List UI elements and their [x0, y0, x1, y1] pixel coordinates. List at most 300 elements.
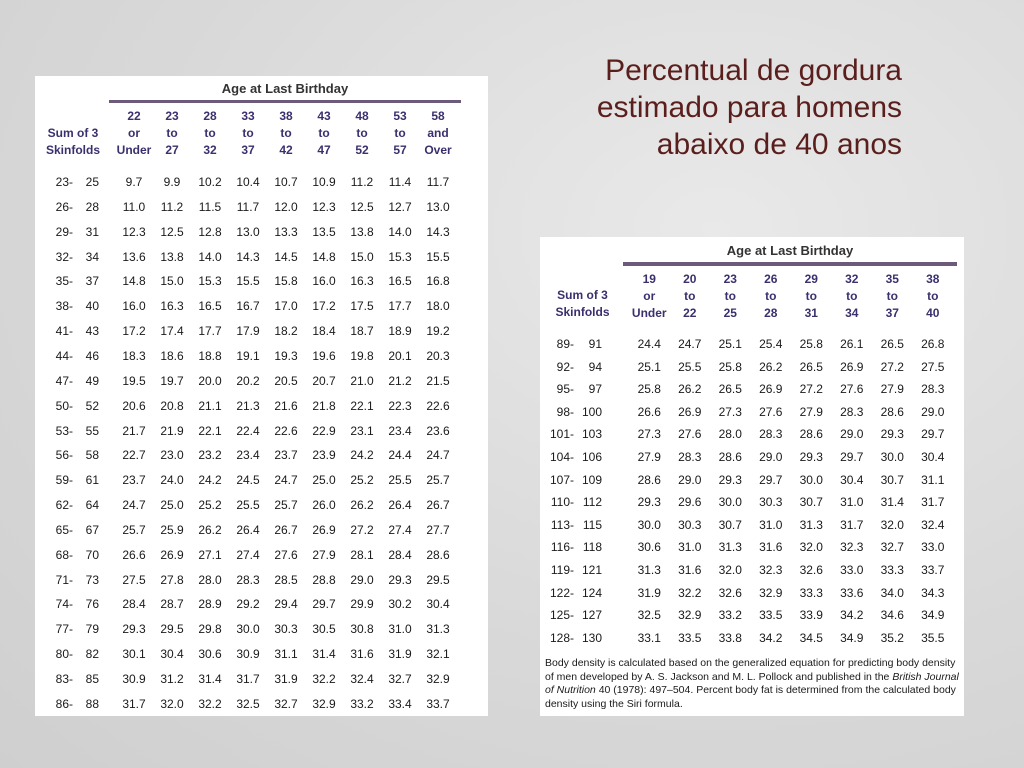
body-fat-value: 32.5	[236, 696, 260, 711]
skinfold-range-end: 106	[581, 450, 602, 464]
body-fat-value: 10.9	[312, 175, 336, 189]
skinfold-range-start: 89-	[556, 337, 574, 351]
body-fat-value: 27.3	[637, 427, 661, 442]
skinfold-range-start: 110-	[550, 495, 574, 510]
body-fat-value: 13.0	[426, 199, 450, 214]
skinfold-range-start: 71-	[55, 572, 73, 587]
body-fat-value: 25.9	[160, 522, 184, 537]
column-header-line: 20	[683, 272, 697, 286]
skinfold-range-end: 58	[85, 448, 99, 463]
body-fat-value: 25.5	[678, 359, 702, 374]
row-header-title	[37, 125, 109, 159]
body-fat-value: 28.0	[718, 427, 742, 442]
column-header	[872, 271, 913, 322]
body-fat-value: 13.0	[236, 224, 260, 239]
column-header	[791, 271, 832, 322]
body-fat-value: 31.4	[880, 495, 904, 510]
body-fat-value: 27.9	[880, 382, 904, 397]
column-header-line: 25	[723, 306, 737, 320]
body-fat-value: 33.2	[350, 696, 374, 711]
body-fat-value: 33.7	[426, 696, 450, 711]
body-fat-value: 27.4	[236, 547, 260, 562]
body-fat-value: 30.4	[426, 597, 450, 612]
skinfold-range-start: 53-	[55, 423, 73, 438]
body-fat-value: 22.9	[312, 423, 336, 438]
body-fat-value: 30.9	[236, 647, 260, 662]
column-header-line: 48	[355, 109, 369, 123]
body-fat-value: 27.9	[799, 404, 823, 419]
body-fat-value: 29.5	[160, 622, 184, 637]
skinfold-range-end: 112	[582, 495, 602, 510]
body-fat-value: 21.3	[236, 398, 260, 413]
body-fat-value: 16.3	[350, 274, 374, 289]
body-fat-value: 30.4	[160, 647, 184, 662]
body-fat-value: 26.9	[678, 404, 702, 419]
body-fat-value: 21.5	[426, 373, 450, 388]
column-header-line: 42	[279, 143, 293, 157]
body-fat-value: 30.9	[122, 672, 146, 686]
body-fat-value: 12.3	[122, 224, 146, 239]
row-header-line: Sum of 3	[47, 126, 99, 140]
body-fat-value: 24.7	[426, 448, 450, 463]
column-header	[267, 108, 305, 159]
body-fat-value: 24.5	[236, 473, 260, 488]
body-fat-value: 31.6	[759, 540, 783, 555]
skinfold-range-start: 62-	[55, 498, 73, 513]
skinfold-range-end: 70	[85, 547, 99, 562]
column-header	[913, 271, 954, 322]
body-fat-value: 25.4	[759, 337, 783, 351]
body-fat-value: 11.2	[160, 199, 184, 214]
column-header-line: 22	[127, 109, 141, 123]
column-header-line: 38	[279, 109, 293, 123]
column-header-line: to	[724, 289, 736, 303]
body-fat-value: 21.6	[274, 398, 298, 413]
skinfold-range-end: 67	[85, 522, 99, 537]
body-fat-value: 22.3	[388, 398, 412, 413]
body-fat-value: 21.1	[198, 398, 222, 413]
body-fat-value: 15.3	[388, 249, 412, 264]
body-fat-value: 18.3	[122, 348, 146, 363]
body-fat-value: 28.3	[678, 450, 702, 464]
skinfold-range-end: 118	[582, 540, 602, 555]
body-fat-value: 17.5	[350, 299, 374, 314]
skinfold-range-start: 26-	[55, 199, 73, 214]
column-header	[832, 271, 873, 322]
body-fat-value: 26.9	[840, 359, 864, 374]
column-header-line: to	[846, 289, 858, 303]
body-fat-value: 34.3	[921, 585, 945, 600]
body-fat-value: 27.2	[799, 382, 823, 397]
skinfold-range-end: 55	[85, 423, 99, 438]
skinfold-range-start: 122-	[549, 585, 574, 600]
body-fat-value: 30.4	[921, 450, 945, 464]
body-fat-value: 23.7	[122, 473, 146, 488]
body-fat-value: 27.5	[122, 572, 146, 587]
body-fat-value: 21.9	[160, 423, 184, 438]
skinfold-range-start: 32-	[55, 249, 73, 264]
header-rule	[109, 101, 461, 103]
body-fat-value: 34.0	[880, 585, 904, 600]
body-fat-value: 28.5	[274, 572, 298, 587]
body-fat-value: 28.6	[426, 547, 450, 562]
body-fat-value: 31.7	[840, 517, 864, 532]
column-header-line: 28	[764, 306, 778, 320]
body-fat-value: 31.6	[350, 647, 374, 662]
body-fat-value: 32.4	[921, 517, 945, 532]
column-header-line: to	[242, 126, 254, 140]
body-fat-value: 18.0	[426, 299, 450, 314]
body-fat-value: 27.7	[426, 522, 450, 537]
skinfold-range-end: 91	[588, 337, 602, 351]
body-fat-value: 25.7	[122, 522, 146, 537]
skinfold-range-start: 65-	[55, 522, 73, 537]
body-fat-value: 11.0	[122, 199, 146, 214]
body-fat-value: 15.0	[350, 249, 374, 264]
skinfold-range-end: 31	[85, 224, 99, 239]
body-fat-value: 28.9	[198, 597, 222, 612]
body-fat-value: 30.1	[122, 647, 146, 662]
body-fat-value: 34.2	[759, 630, 783, 645]
skinfold-range-end: 46	[85, 348, 99, 363]
body-fat-value: 31.4	[198, 672, 222, 686]
body-fat-value: 31.3	[799, 517, 823, 532]
body-fat-value: 19.3	[274, 348, 298, 363]
body-fat-value: 31.6	[678, 563, 702, 577]
column-header	[751, 271, 792, 322]
column-header-line: to	[166, 126, 178, 140]
body-fat-value: 26.9	[312, 522, 336, 537]
column-header-line: to	[204, 126, 216, 140]
body-fat-value: 16.0	[312, 274, 336, 289]
body-fat-value: 32.4	[350, 672, 374, 686]
body-fat-value: 30.3	[759, 495, 783, 510]
column-header	[419, 108, 457, 159]
body-fat-value: 23.6	[426, 423, 450, 438]
skinfold-range-end: 52	[85, 398, 99, 413]
body-fat-value: 23.1	[350, 423, 374, 438]
body-fat-value: 30.8	[350, 622, 374, 637]
body-fat-value: 27.9	[637, 450, 661, 464]
body-fat-value: 19.7	[160, 373, 184, 388]
skinfold-range-end: 43	[85, 324, 99, 339]
body-fat-value: 9.9	[163, 175, 181, 189]
body-fat-value: 17.2	[312, 299, 336, 314]
body-fat-value: 25.2	[198, 498, 222, 513]
body-fat-value: 33.3	[880, 563, 904, 577]
body-fat-value: 17.0	[274, 299, 298, 314]
body-fat-value: 25.0	[312, 473, 336, 488]
body-fat-value: 31.0	[388, 622, 412, 637]
footnote-journal: British Journal of Nutrition	[545, 670, 959, 696]
body-fat-value: 28.3	[759, 427, 783, 442]
skinfold-range-end: 97	[588, 382, 602, 397]
column-header-line: to	[394, 126, 406, 140]
body-fat-value: 26.5	[799, 359, 823, 374]
body-fat-value: 18.6	[160, 348, 184, 363]
skinfold-range-start: 113-	[550, 517, 574, 532]
body-fat-value: 27.6	[274, 547, 298, 562]
body-fat-value: 32.9	[759, 585, 783, 600]
body-fat-value: 15.5	[426, 249, 450, 264]
body-fat-value: 24.0	[160, 473, 184, 488]
body-fat-value: 28.8	[312, 572, 336, 587]
skinfold-range-end: 25	[85, 175, 99, 189]
skinfold-range-end: 73	[85, 572, 99, 587]
skinfold-range-start: 56-	[55, 448, 73, 463]
body-fat-value: 34.5	[799, 630, 823, 645]
body-fat-value: 35.2	[880, 630, 904, 645]
body-fat-value: 32.0	[718, 563, 742, 577]
skinfold-range-start: 86-	[55, 696, 73, 711]
body-fat-value: 29.7	[759, 472, 783, 487]
body-fat-value: 29.3	[718, 472, 742, 487]
body-fat-value: 14.8	[312, 249, 336, 264]
skinfold-range-end: 88	[85, 696, 99, 711]
body-fat-value: 16.3	[160, 299, 184, 314]
body-fat-value: 32.9	[312, 696, 336, 711]
body-fat-value: 12.8	[198, 224, 222, 239]
body-fat-value: 31.7	[236, 672, 260, 686]
body-fat-value: 16.7	[236, 299, 260, 314]
body-fat-value: 13.8	[350, 224, 374, 239]
body-fat-value: 18.7	[350, 324, 374, 339]
body-fat-value: 18.9	[388, 324, 412, 339]
column-header	[191, 108, 229, 159]
row-header-line: Skinfolds	[555, 305, 610, 319]
skinfold-range-end: 100	[581, 404, 602, 419]
body-fat-value: 23.2	[198, 448, 222, 463]
body-fat-value: 32.5	[637, 608, 661, 623]
column-header-line: 28	[203, 109, 217, 123]
skinfold-range-start: 23-	[55, 175, 73, 189]
skinfold-range-start: 77-	[55, 622, 73, 637]
body-fat-value: 26.2	[759, 359, 783, 374]
body-fat-value: 29.9	[350, 597, 374, 612]
body-fat-value: 34.6	[880, 608, 904, 623]
body-fat-value: 26.4	[236, 522, 260, 537]
skinfold-range-start: 125-	[549, 608, 574, 623]
body-fat-value: 29.3	[799, 450, 823, 464]
skinfold-range-end: 34	[85, 249, 99, 264]
body-fat-table-left	[35, 76, 488, 716]
skinfold-range-end: 40	[85, 299, 99, 314]
skinfold-range-start: 74-	[55, 597, 73, 612]
body-fat-value: 29.7	[840, 450, 864, 464]
body-fat-value: 29.3	[122, 622, 146, 637]
body-fat-table-right	[540, 237, 964, 716]
body-fat-value: 12.3	[312, 199, 336, 214]
body-fat-value: 31.3	[426, 622, 450, 637]
body-fat-value: 25.1	[637, 359, 661, 374]
column-header-line: 31	[804, 306, 818, 320]
skinfold-range-end: 130	[581, 630, 602, 645]
body-fat-value: 34.9	[840, 630, 864, 645]
skinfold-range-start: 44-	[55, 348, 73, 363]
body-fat-value: 33.5	[678, 630, 702, 645]
column-header-line: to	[684, 289, 696, 303]
column-header	[670, 271, 711, 322]
body-fat-value: 31.9	[274, 672, 298, 686]
skinfold-range-end: 121	[581, 563, 602, 577]
body-fat-value: 19.1	[236, 348, 260, 363]
body-fat-value: 31.9	[637, 585, 661, 600]
column-header-line: to	[280, 126, 292, 140]
body-fat-value: 23.4	[388, 423, 412, 438]
body-fat-value: 33.9	[799, 608, 823, 623]
body-fat-value: 34.2	[840, 608, 864, 623]
body-fat-value: 22.7	[122, 448, 146, 463]
skinfold-range-end: 85	[85, 672, 99, 686]
body-fat-value: 24.7	[274, 473, 298, 488]
skinfold-range-end: 37	[85, 274, 99, 289]
body-fat-value: 31.7	[122, 696, 146, 711]
body-fat-value: 30.5	[312, 622, 336, 637]
body-fat-value: 30.0	[880, 450, 904, 464]
body-fat-value: 28.4	[122, 597, 146, 612]
body-fat-value: 28.6	[799, 427, 823, 442]
column-header	[305, 108, 343, 159]
body-fat-value: 29.0	[350, 572, 374, 587]
body-fat-value: 31.1	[921, 472, 945, 487]
body-fat-value: 30.4	[840, 472, 864, 487]
body-fat-value: 27.9	[312, 547, 336, 562]
body-fat-value: 32.0	[799, 540, 823, 555]
body-fat-value: 21.2	[388, 373, 412, 388]
body-fat-value: 25.7	[274, 498, 298, 513]
column-header-line: Under	[116, 143, 152, 157]
column-header-line: 33	[241, 109, 255, 123]
body-fat-value: 21.0	[350, 373, 374, 388]
column-header-line: 22	[683, 306, 697, 320]
body-fat-value: 27.6	[840, 382, 864, 397]
body-fat-value: 14.3	[426, 224, 450, 239]
body-fat-value: 30.2	[388, 597, 412, 612]
body-fat-value: 17.4	[160, 324, 184, 339]
body-fat-value: 28.6	[718, 450, 742, 464]
body-fat-value: 21.8	[312, 398, 336, 413]
skinfold-range-end: 109	[581, 472, 602, 487]
skinfold-range-start: 92-	[556, 359, 574, 374]
body-fat-value: 28.3	[840, 404, 864, 419]
body-fat-value: 32.9	[426, 672, 450, 686]
body-fat-value: 29.4	[274, 597, 298, 612]
body-fat-value: 31.0	[759, 517, 783, 532]
skinfold-range-start: 38-	[55, 299, 73, 314]
body-fat-value: 23.9	[312, 448, 336, 463]
body-fat-value: 24.2	[350, 448, 374, 463]
body-fat-value: 21.7	[122, 423, 146, 438]
column-header-line: 37	[241, 143, 255, 157]
body-fat-value: 28.4	[388, 547, 412, 562]
body-fat-value: 14.0	[198, 249, 222, 264]
column-header-line: and	[427, 126, 449, 140]
column-header-line: 52	[355, 143, 369, 157]
body-fat-value: 26.4	[388, 498, 412, 513]
body-fat-value: 14.0	[388, 224, 412, 239]
body-fat-value: 19.6	[312, 348, 336, 363]
skinfold-range-end: 79	[85, 622, 99, 637]
column-header	[229, 108, 267, 159]
body-fat-value: 22.4	[236, 423, 260, 438]
body-fat-value: 32.2	[678, 585, 702, 600]
body-fat-value: 27.3	[718, 404, 742, 419]
body-fat-value: 25.8	[799, 337, 823, 351]
column-header-line: 27	[165, 143, 179, 157]
row-header-line: Skinfolds	[45, 143, 100, 157]
body-fat-value: 15.5	[236, 274, 260, 289]
body-fat-value: 20.7	[312, 373, 336, 388]
body-fat-value: 14.8	[122, 274, 146, 289]
body-fat-value: 20.6	[122, 398, 146, 413]
body-fat-value: 10.7	[274, 175, 298, 189]
body-fat-value: 33.8	[718, 630, 742, 645]
body-fat-value: 31.3	[637, 563, 661, 577]
column-header-line: 23	[165, 109, 179, 123]
body-fat-value: 30.6	[198, 647, 222, 662]
body-fat-value: 32.0	[160, 696, 184, 711]
body-fat-value: 12.7	[388, 199, 412, 214]
skinfold-range-start: 83-	[55, 672, 73, 686]
skinfold-range-end: 76	[85, 597, 99, 612]
body-fat-value: 33.0	[840, 563, 864, 577]
body-fat-value: 20.1	[388, 348, 412, 363]
body-fat-value: 27.6	[759, 404, 783, 419]
body-fat-value: 17.7	[198, 324, 222, 339]
body-fat-value: 25.8	[718, 359, 742, 374]
skinfold-range-start: 119-	[550, 563, 574, 577]
column-header-line: 47	[317, 143, 331, 157]
skinfold-range-start: 41-	[55, 324, 73, 339]
body-fat-value: 25.1	[718, 337, 742, 351]
column-header-line: 58	[431, 109, 445, 123]
body-fat-value: 30.3	[274, 622, 298, 637]
body-fat-value: 32.2	[312, 672, 336, 686]
body-fat-value: 25.5	[236, 498, 260, 513]
body-fat-value: 24.7	[122, 498, 146, 513]
body-fat-value: 20.3	[426, 348, 450, 363]
row-header-line: Sum of 3	[557, 288, 608, 302]
body-fat-value: 29.6	[678, 495, 702, 510]
body-fat-value: 16.5	[198, 299, 222, 314]
column-header-line: 26	[764, 272, 778, 286]
body-fat-value: 19.8	[350, 348, 374, 363]
body-fat-value: 33.4	[388, 696, 412, 711]
body-fat-value: 26.2	[198, 522, 222, 537]
body-fat-value: 17.2	[122, 324, 146, 339]
column-header	[153, 108, 191, 159]
body-fat-value: 16.5	[388, 274, 412, 289]
body-fat-value: 33.0	[921, 540, 945, 555]
body-fat-value: 30.0	[637, 517, 661, 532]
body-fat-value: 12.0	[274, 199, 298, 214]
body-fat-value: 26.7	[426, 498, 450, 513]
slide-title	[482, 52, 902, 163]
body-fat-value: 31.3	[718, 540, 742, 555]
body-fat-value: 27.2	[350, 522, 374, 537]
body-fat-value: 23.7	[274, 448, 298, 463]
body-fat-value: 10.2	[198, 175, 222, 189]
body-fat-value: 26.9	[160, 547, 184, 562]
body-fat-value: 25.0	[160, 498, 184, 513]
column-header-line: to	[318, 126, 330, 140]
skinfold-range-end: 127	[581, 608, 602, 623]
footnote-text-end: 40 (1978): 497–504. Percent body fat is determined from the calculated body density using the Siri formula.	[545, 684, 956, 710]
body-fat-value: 31.9	[388, 647, 412, 662]
body-fat-value: 31.0	[840, 495, 864, 510]
body-fat-value: 27.8	[160, 572, 184, 587]
skinfold-range-end: 115	[582, 517, 602, 532]
